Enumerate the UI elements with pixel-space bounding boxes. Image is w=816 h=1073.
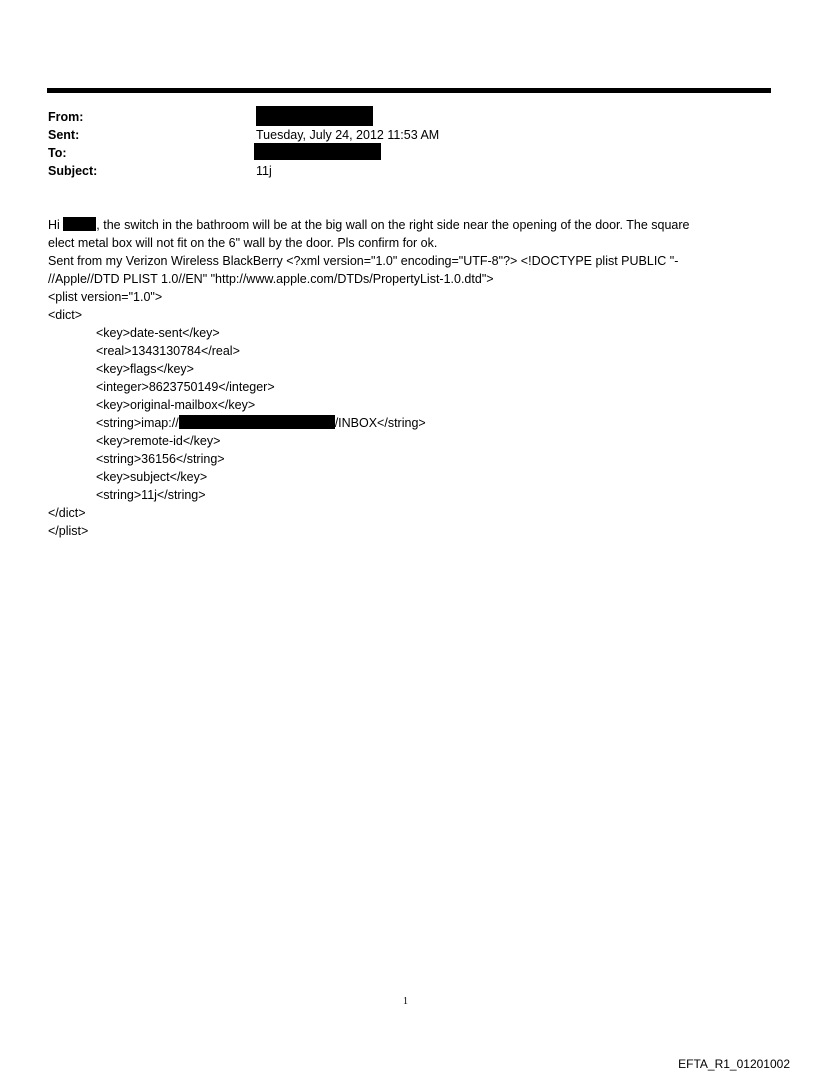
- body-line: [48, 216, 768, 234]
- body-line: <real>1343130784</real>: [96, 344, 240, 358]
- body-line: <key>remote-id</key>: [96, 434, 221, 448]
- body-line: <integer>8623750149</integer>: [96, 380, 275, 394]
- document-id: EFTA_R1_01201002: [678, 1057, 790, 1071]
- body-line: //Apple//DTD PLIST 1.0//EN" "http://www.apple.com/DTDs/PropertyList-1.0.dtd">: [48, 272, 494, 286]
- subject-label: Subject:: [48, 164, 98, 178]
- to-label: To:: [48, 146, 67, 160]
- imap-prefix: <string>imap://: [96, 416, 179, 430]
- body-line: <string>36156</string>: [96, 452, 225, 466]
- imap-suffix: /INBOX</string>: [334, 416, 426, 430]
- sent-label: Sent:: [48, 128, 80, 142]
- imap-redaction: [179, 415, 335, 429]
- body-line: elect metal box will not fit on the 6" wall by the door. Pls confirm for ok.: [48, 236, 438, 250]
- body-line: <key>original-mailbox</key>: [96, 398, 256, 412]
- top-rule: [47, 88, 771, 93]
- body-text: , the switch in the bathroom will be at the big wall on the right side near the opening of the door. The square: [96, 218, 690, 232]
- page-number: 1: [403, 996, 408, 1007]
- body-line: [48, 414, 768, 432]
- body-line: <key>flags</key>: [96, 362, 194, 376]
- body-line: <dict>: [48, 308, 83, 322]
- body-line: <key>subject</key>: [96, 470, 208, 484]
- from-label: From:: [48, 110, 84, 124]
- body-line: <plist version="1.0">: [48, 290, 163, 304]
- from-redaction: [256, 106, 373, 126]
- to-redaction: [254, 143, 381, 160]
- body-line: </dict>: [48, 506, 86, 520]
- sent-value: Tuesday, July 24, 2012 11:53 AM: [256, 128, 440, 142]
- body-line: <key>date-sent</key>: [96, 326, 220, 340]
- name-redaction: [63, 217, 96, 231]
- greeting: Hi: [48, 218, 64, 232]
- body-line: <string>11j</string>: [96, 488, 206, 502]
- body-line: Sent from my Verizon Wireless BlackBerry <?xml version="1.0" encoding="UTF-8"?> <!DOCTYPE plist PUBLIC "-: [48, 254, 679, 268]
- email-body: [48, 216, 768, 540]
- subject-value: 11j: [256, 164, 272, 178]
- body-line: </plist>: [48, 524, 89, 538]
